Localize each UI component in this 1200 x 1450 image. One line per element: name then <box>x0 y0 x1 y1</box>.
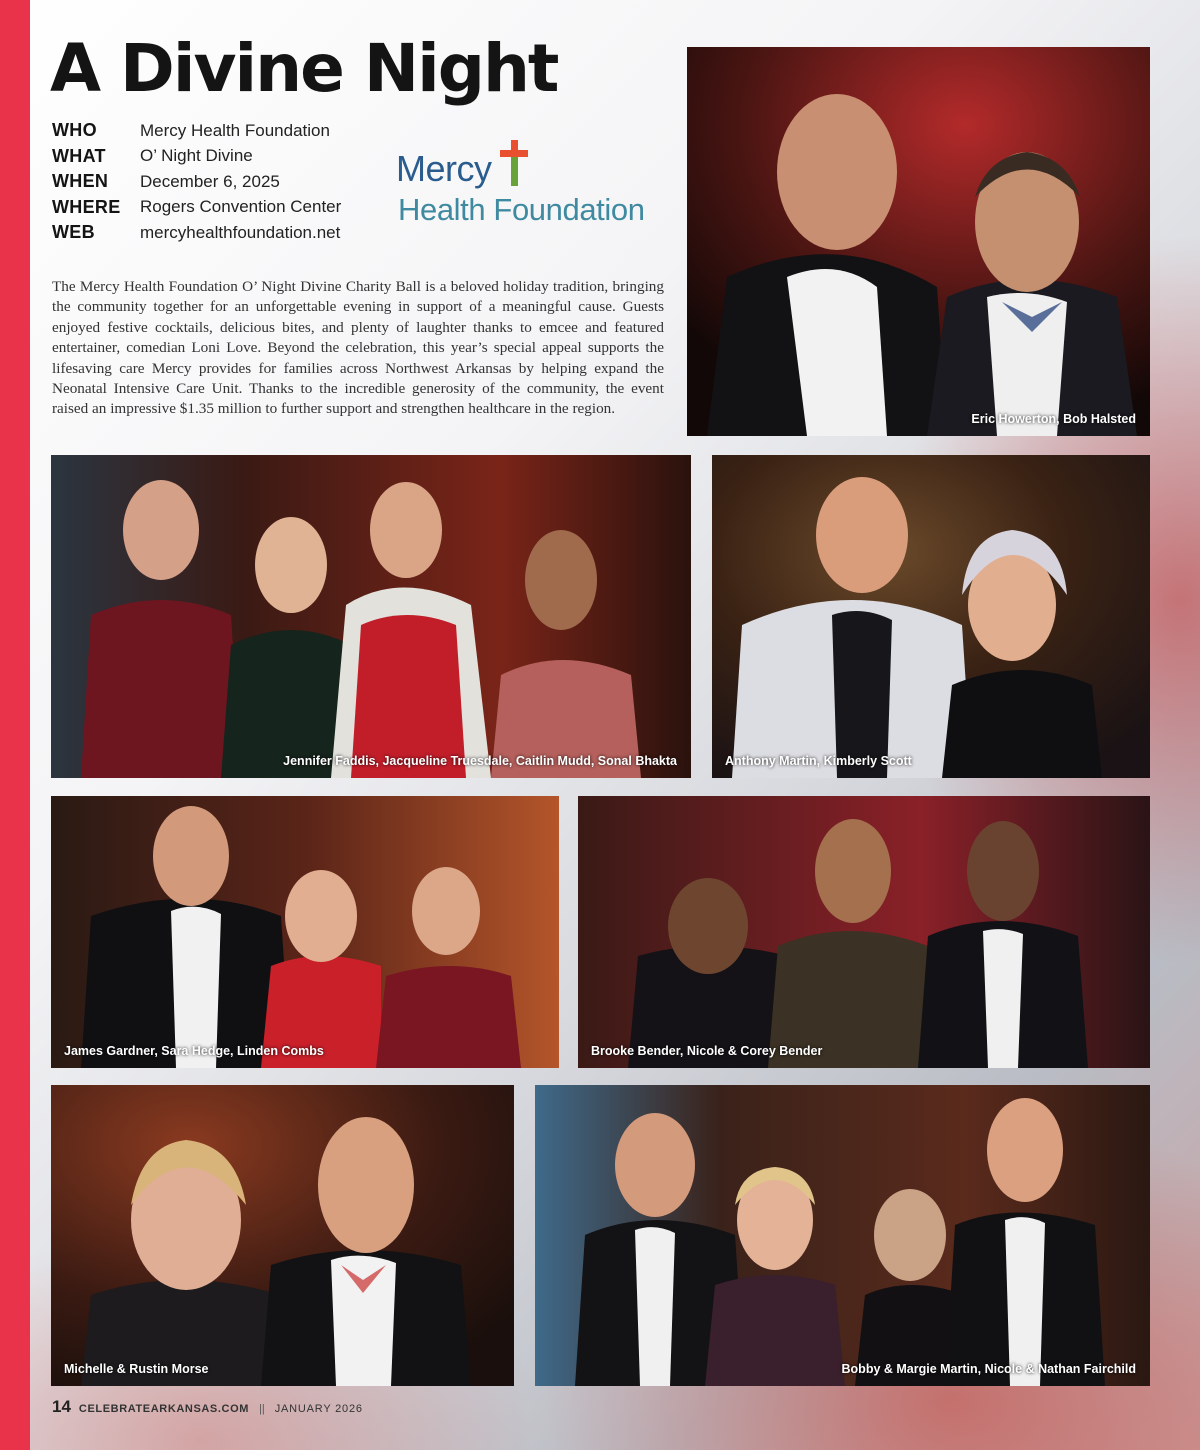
page-number: 14 <box>52 1397 71 1416</box>
fact-label: WHAT <box>52 145 106 166</box>
photo-image <box>51 796 559 1068</box>
mercy-health-foundation-logo <box>396 140 658 226</box>
photo-caption: Michelle & Rustin Morse <box>64 1362 209 1376</box>
photo-image <box>51 455 691 778</box>
footer-separator: || <box>259 1403 265 1415</box>
photo-image <box>535 1085 1150 1386</box>
fact-row-web <box>52 220 341 246</box>
photo-caption: James Gardner, Sara Hedge, Linden Combs <box>64 1044 324 1058</box>
fact-row-what <box>52 144 341 170</box>
event-photo <box>535 1085 1150 1386</box>
fact-value: December 6, 2025 <box>140 171 280 191</box>
photo-image <box>51 1085 514 1386</box>
photo-caption: Jennifer Faddis, Jacqueline Truesdale, Caitlin Mudd, Sonal Bhakta <box>283 754 677 768</box>
fact-row-who <box>52 118 341 144</box>
fact-value: Mercy Health Foundation <box>140 120 330 140</box>
event-facts <box>52 118 341 246</box>
issue-date: JANUARY 2026 <box>274 1403 363 1415</box>
site-link[interactable]: CELEBRATEARKANSAS.COM <box>78 1403 249 1415</box>
photo-caption: Bobby & Margie Martin, Nicole & Nathan Fairchild <box>841 1362 1136 1376</box>
fact-label: WEB <box>52 222 95 243</box>
fact-label: WHEN <box>52 171 109 192</box>
photo-caption: Anthony Martin, Kimberly Scott <box>725 754 912 768</box>
fact-row-where <box>52 195 341 221</box>
fact-value: mercyhealthfoundation.net <box>140 222 341 242</box>
logo-mercy-text: Mercy <box>396 148 492 189</box>
event-photo <box>51 796 559 1068</box>
event-photo <box>51 455 691 778</box>
photo-image <box>712 455 1150 778</box>
article-body: The Mercy Health Foundation O’ Night Divine Charity Ball is a beloved holiday tradition, bringing the community together for an unforgettable evening in support of a meaningful cause. Guests enjoyed festive cocktails, delicious bites, and plenty of laughter thanks to emcee and featured entertainer, comedian Loni Love. Beyond the celebration, this year’s special appeal supports the lifesaving care Mercy provides for families across Northwest Arkansas by helping expand the Neonatal Intensive Care Unit. Thanks to the incredible generosity of the community, the event raised an impressive $1.35 million to further support and strengthen healthcare in the region. <box>52 278 664 418</box>
photo-caption: Brooke Bender, Nicole & Corey Bender <box>591 1044 823 1058</box>
fact-label: WHERE <box>52 196 121 217</box>
logo-foundation-text: Health Foundation <box>398 192 645 227</box>
page-footer <box>52 1397 363 1417</box>
event-photo <box>578 796 1150 1068</box>
photo-caption: Eric Howerton, Bob Halsted <box>971 412 1136 426</box>
fact-label: WHO <box>52 120 97 141</box>
accent-bar <box>0 0 30 1450</box>
fact-value: Rogers Convention Center <box>140 197 342 217</box>
fact-row-when <box>52 169 341 195</box>
cross-icon <box>500 140 528 186</box>
page-title: A Divine Night <box>50 30 558 107</box>
event-photo <box>712 455 1150 778</box>
photo-image <box>687 47 1150 436</box>
photo-image <box>578 796 1150 1068</box>
event-photo <box>687 47 1150 436</box>
event-photo <box>51 1085 514 1386</box>
fact-value: O’ Night Divine <box>140 146 253 166</box>
